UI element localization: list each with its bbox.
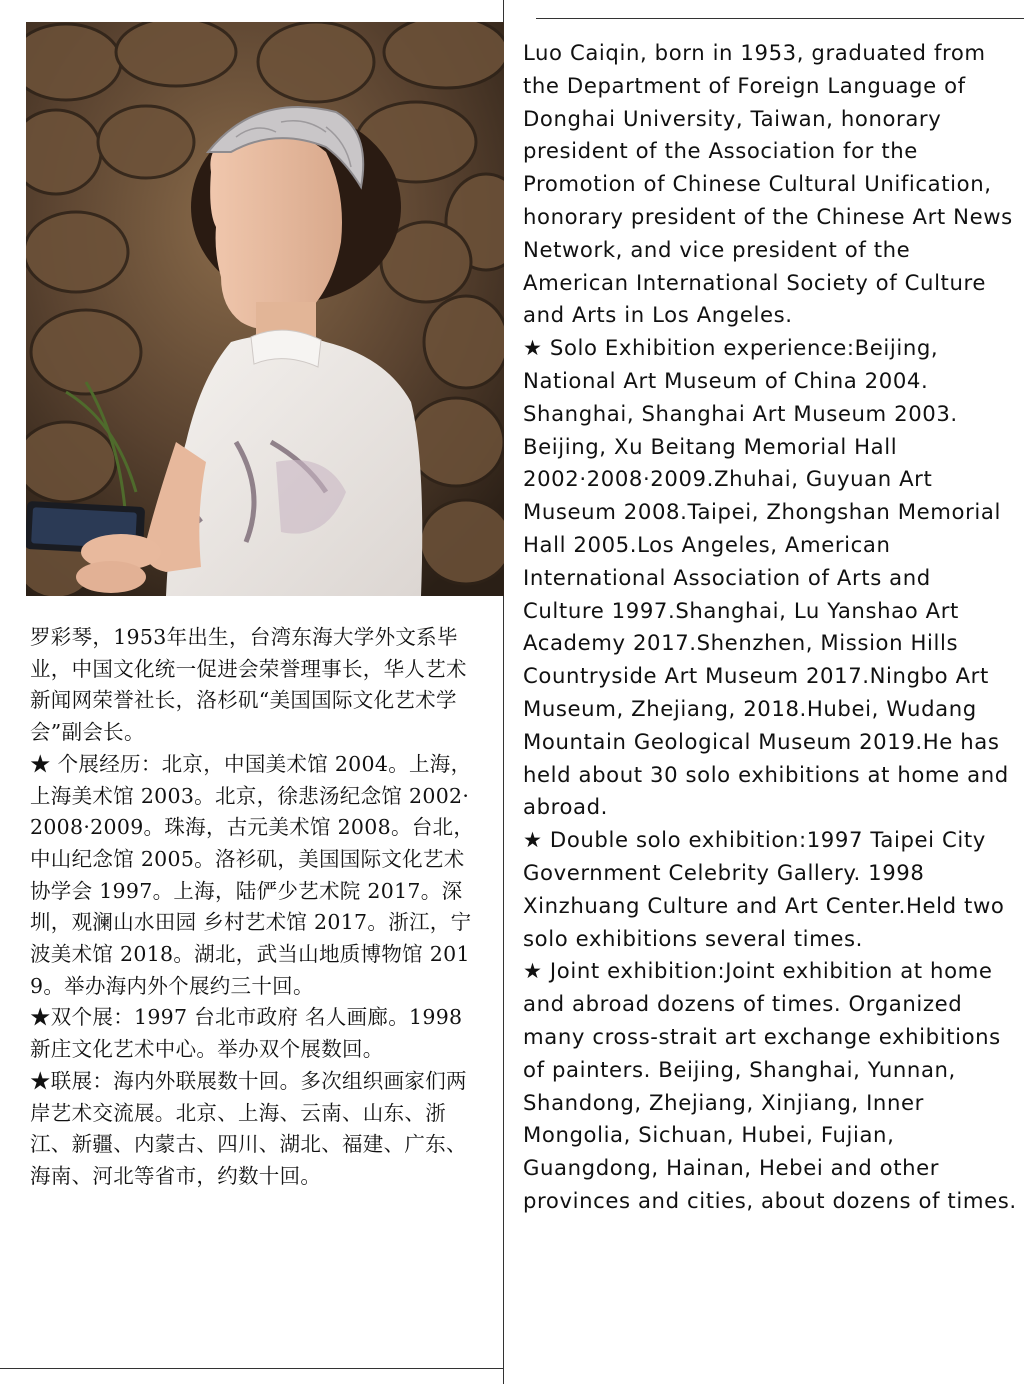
- bottom-rule-line: [0, 1368, 504, 1369]
- english-paragraph-intro: Luo Caiqin, born in 1953, graduated from the Department of Foreign Language of Donghai University, Taiwan, honorary president of the Association for the Promotion of Chinese Cultural Unification, honorary president of the Chinese Art News Network, and vice president of the American International Society of Culture and Arts in Los Angeles.: [523, 40, 1013, 328]
- chinese-paragraph-solo: ★ 个展经历：北京，中国美术馆 2004。上海，上海美术馆 2003。北京，徐悲汤纪念馆 2002·2008·2009。珠海，古元美术馆 2008。台北，中山纪念馆 2005。洛衫矶，美国国际文化艺术协学会 1997。上海，陆俨少艺术院 2017。深圳，观澜山水田园 乡村艺术馆 2017。浙江，宁波美术馆 2018。湖北，武当山地质博物馆 2019。举办海内外个展约三十回。: [30, 751, 475, 998]
- english-biography: [523, 37, 1018, 1218]
- portrait-photo: [26, 22, 504, 596]
- chinese-paragraph-joint: ★联展：海内外联展数十回。多次组织画家们两岸艺术交流展。北京、上海、云南、山东、浙江、新疆、内蒙古、四川、湖北、福建、广东、海南、河北等省市，约数十回。: [30, 1068, 467, 1188]
- english-paragraph-solo: ★ Solo Exhibition experience:Beijing, National Art Museum of China 2004. Shanghai, Shanghai Art Museum 2003. Beijing, Xu Beitang Memorial Hall 2002·2008·2009.Zhuhai, Guyuan Art Museum 2008.Taipei, Zhongshan Memorial Hall 2005.Los Angeles, American International Association of Arts and Culture 1997.Shanghai, Lu Yanshao Art Academy 2017.Shenzhen, Mission Hills Countryside Art Museum 2017.Ningbo Art Museum, Zhejiang, 2018.Hubei, Wudang Mountain Geological Museum 2019.He has held about 30 solo exhibitions at home and abroad.: [523, 335, 1009, 820]
- english-paragraph-double: ★ Double solo exhibition:1997 Taipei City Government Celebrity Gallery. 1998 Xinzhuang Culture and Art Center.Held two solo exhibitions several times.: [523, 827, 1005, 951]
- chinese-paragraph-double: ★双个展：1997 台北市政府 名人画廊。1998 新庄文化艺术中心。举办双个展数回。: [30, 1005, 463, 1062]
- chinese-biography: [30, 622, 482, 1193]
- chinese-paragraph-intro: 罗彩琴，1953年出生，台湾东海大学外文系毕业，中国文化统一促进会荣誉理事长，华人艺术新闻网荣誉社长，洛杉矶“美国国际文化艺术学会”副会长。: [30, 625, 467, 745]
- top-rule-line: [536, 18, 1024, 19]
- english-paragraph-joint: ★ Joint exhibition:Joint exhibition at home and abroad dozens of times. Organized many cross-strait art exchange exhibitions of painters. Beijing, Shanghai, Yunnan, Shandong, Zhejiang, Xinjiang, Inner Mongolia, Sichuan, Hubei, Fujian, Guangdong, Hainan, Hebei and other provinces and cities, about dozens of times.: [523, 958, 1017, 1213]
